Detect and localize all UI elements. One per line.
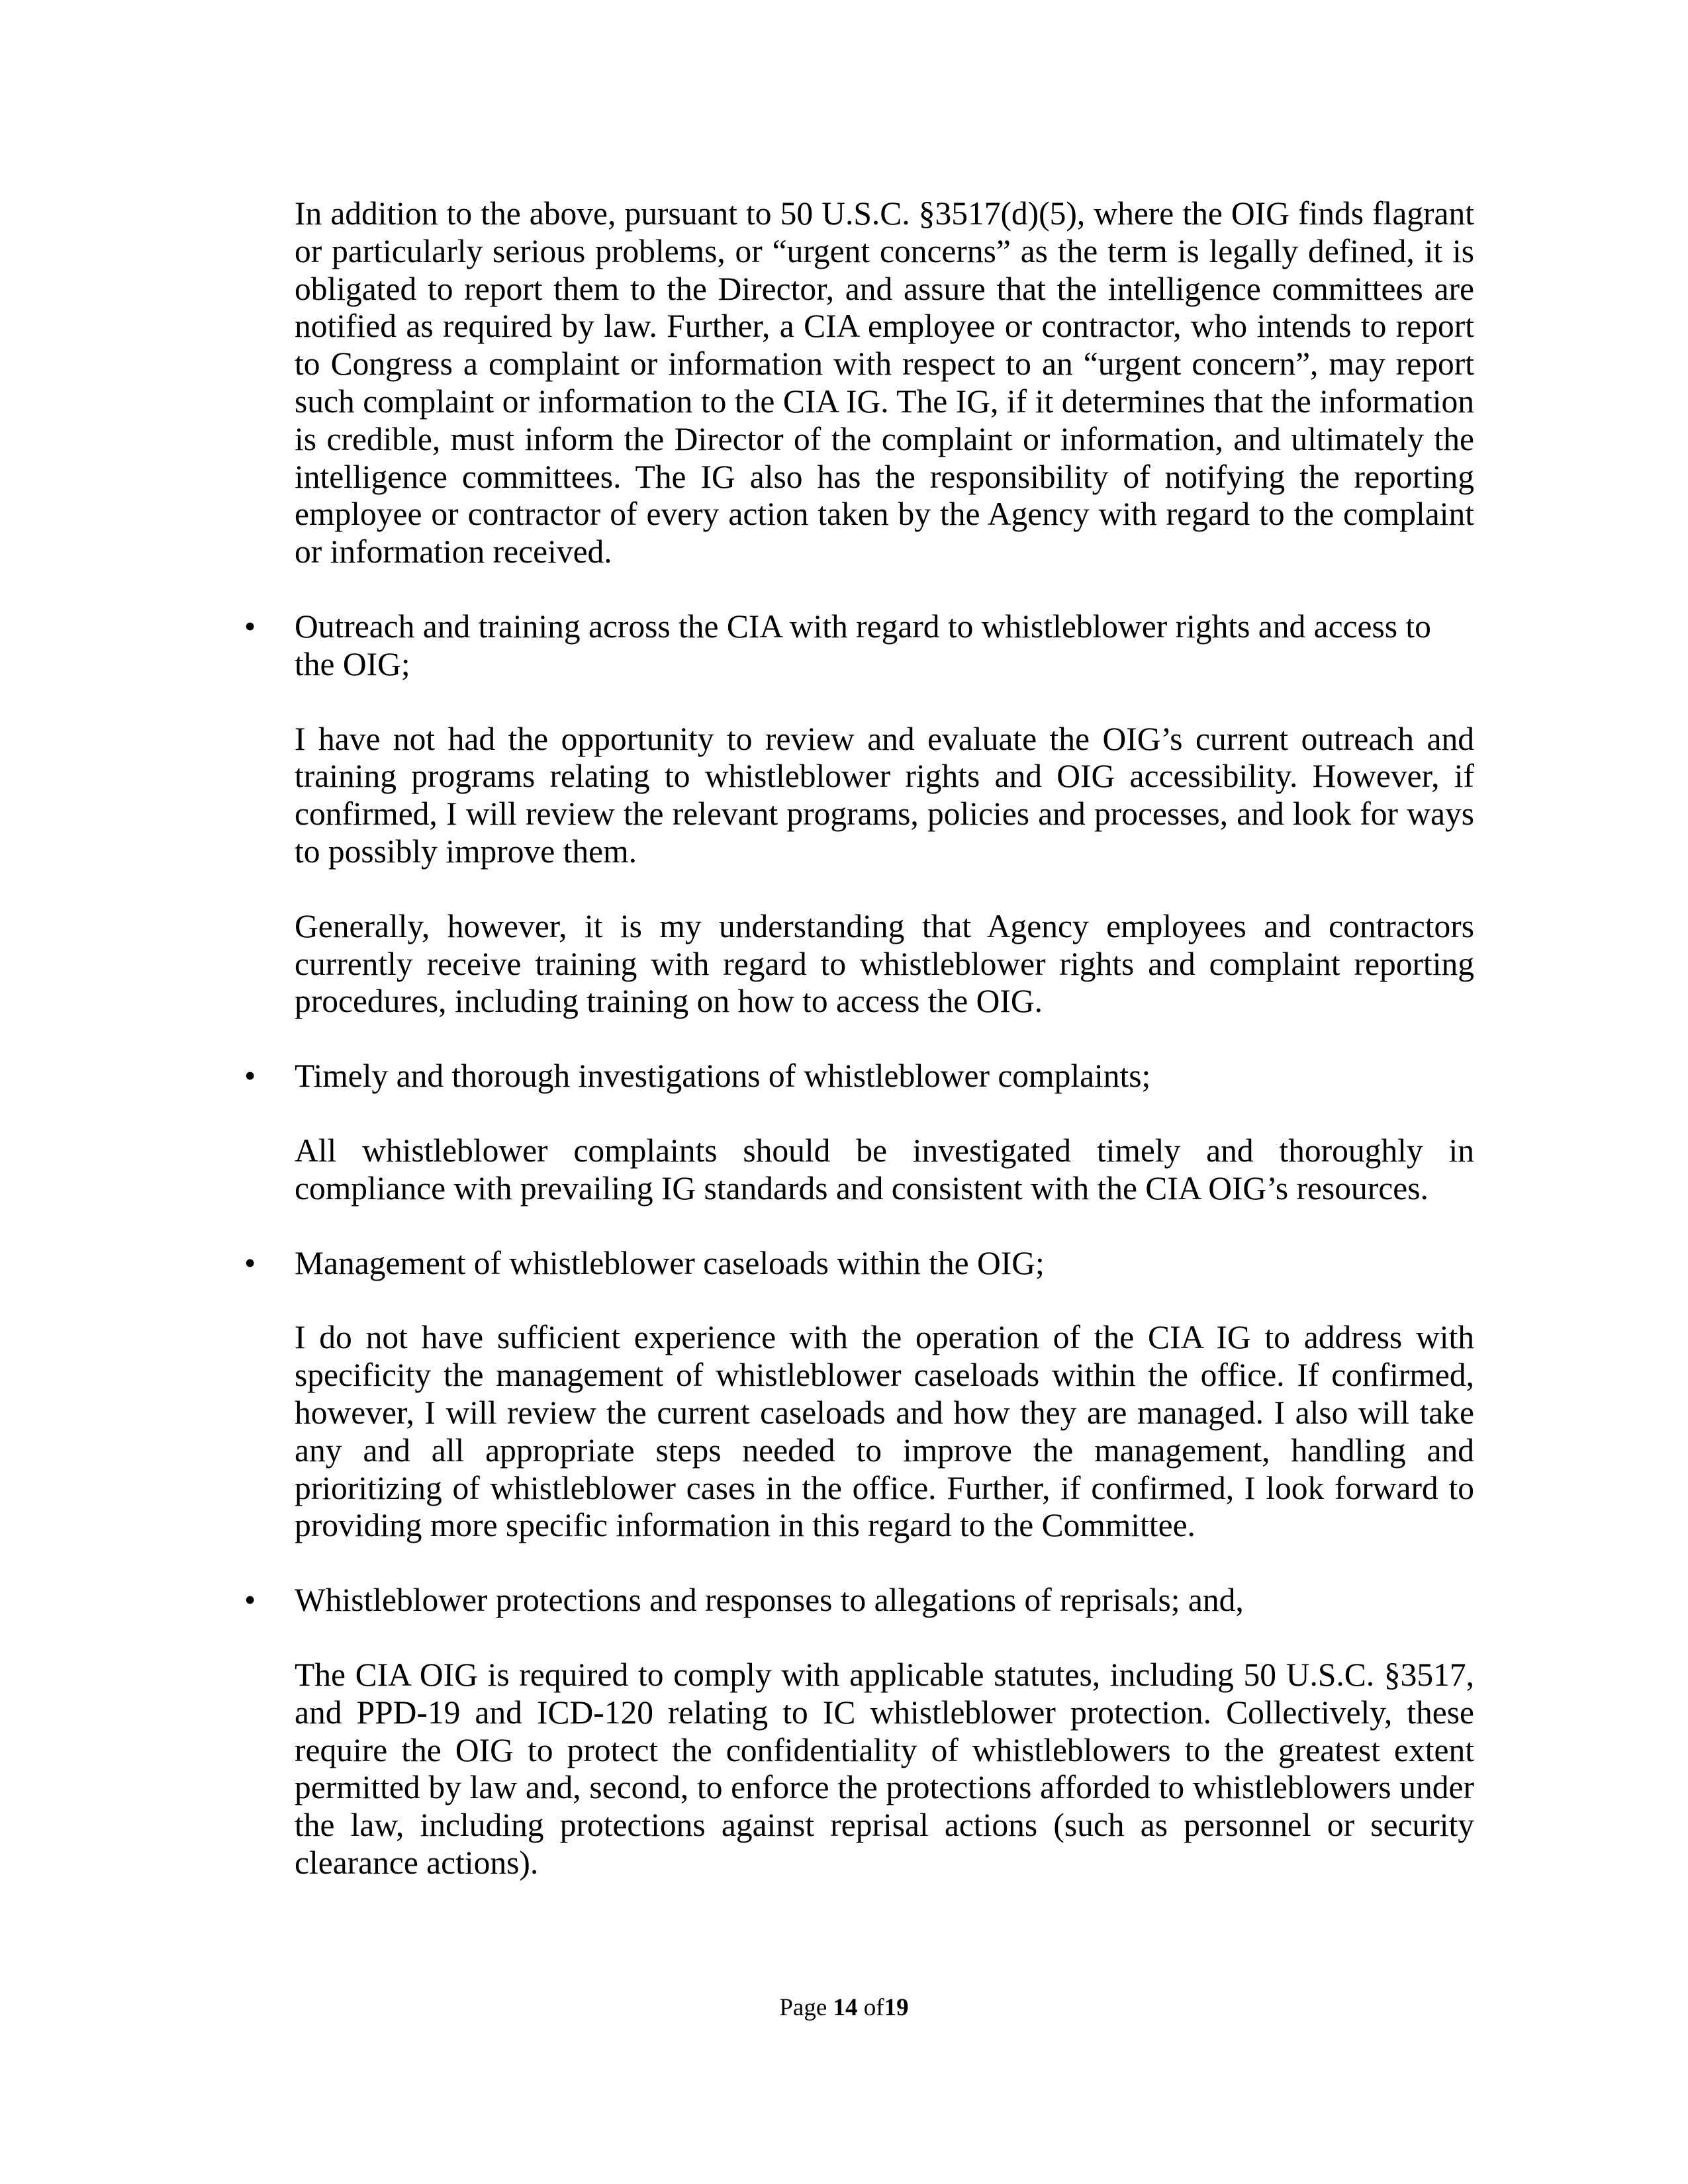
page-total-number: 19 bbox=[884, 1994, 909, 2021]
bullet-item-caseload-management bbox=[244, 1244, 1474, 1283]
page-label: Page bbox=[779, 1994, 827, 2021]
bullet-item-whistleblower-protections bbox=[244, 1582, 1474, 1619]
intro-paragraph: In addition to the above, pursuant to 50 U.S.C. §3517(d)(5), where the OIG finds flagrant or particularly serious problems, or “urgent concerns” as the term is legally defined, it is obligated to report them to the Director, and assure that the intelligence committees are notified as required by law. Further, a CIA employee or contractor, who intends to report to Congress a complaint or information with respect to an “urgent concern”, may report such complaint or information to the CIA IG. The IG, if it determines that the information is credible, must inform the Director of the complaint or information, and ultimately the intelligence committees. The IG also has the responsibility of notifying the reporting employee or contractor of every action taken by the Agency with regard to the complaint or information received. bbox=[295, 195, 1474, 570]
bullet-icon: • bbox=[244, 1058, 256, 1095]
answer-block bbox=[295, 721, 1474, 871]
bullet-item-timely-investigations bbox=[244, 1058, 1474, 1095]
page-current-number: 14 bbox=[833, 1994, 858, 2021]
bullet-icon: • bbox=[244, 608, 256, 645]
bullet-heading: Management of whistleblower caseloads within the OIG; bbox=[295, 1244, 1045, 1281]
page-of-label: of bbox=[863, 1994, 884, 2021]
answer-paragraph: Generally, however, it is my understanding that Agency employees and contractors currently receive training with regard to whistleblower rights and complaint reporting procedures, including training on how to access the OIG. bbox=[295, 907, 1474, 1020]
answer-block bbox=[295, 908, 1474, 1021]
intro-block bbox=[295, 195, 1474, 571]
bullet-item-outreach-training bbox=[244, 608, 1474, 684]
answer-block bbox=[295, 1657, 1474, 1882]
bullet-heading: Outreach and training across the CIA with regard to whistleblower rights and access to the OIG; bbox=[295, 608, 1431, 682]
answer-paragraph: I have not had the opportunity to review and evaluate the OIG’s current outreach and training programs relating to whistleblower rights and OIG accessibility. However, if confirmed, I will review the relevant programs, policies and processes, and look for ways to possibly improve them. bbox=[295, 720, 1474, 870]
bullet-heading: Whistleblower protections and responses to allegations of reprisals; and, bbox=[295, 1582, 1244, 1619]
answer-block bbox=[295, 1319, 1474, 1545]
page-footer bbox=[0, 1993, 1688, 2023]
bullet-heading: Timely and thorough investigations of whistleblower complaints; bbox=[295, 1058, 1151, 1095]
answer-block bbox=[295, 1132, 1474, 1208]
document-body bbox=[244, 195, 1474, 1919]
bullet-icon: • bbox=[244, 1582, 256, 1619]
answer-paragraph: I do not have sufficient experience with the operation of the CIA IG to address with specificity the management of whistleblower caseloads within the office. If confirmed, however, I will review the current caseloads and how they are managed. I also will take any and all appropriate steps needed to improve the management, handling and prioritizing of whistleblower cases in the office. Further, if confirmed, I look forward to providing more specific information in this regard to the Committee. bbox=[295, 1319, 1474, 1544]
bullet-icon: • bbox=[244, 1244, 256, 1281]
answer-paragraph: All whistleblower complaints should be investigated timely and thoroughly in compliance with prevailing IG standards and consistent with the CIA OIG’s resources. bbox=[295, 1132, 1474, 1206]
answer-paragraph: The CIA OIG is required to comply with applicable statutes, including 50 U.S.C. §3517, and PPD-19 and ICD-120 relating to IC whistleblower protection. Collectively, these require the OIG to protect the confidentiality of whistleblowers to the greatest extent permitted by law and, second, to enforce the protections afforded to whistleblowers under the law, including protections against reprisal actions (such as personnel or security clearance actions). bbox=[295, 1656, 1474, 1881]
